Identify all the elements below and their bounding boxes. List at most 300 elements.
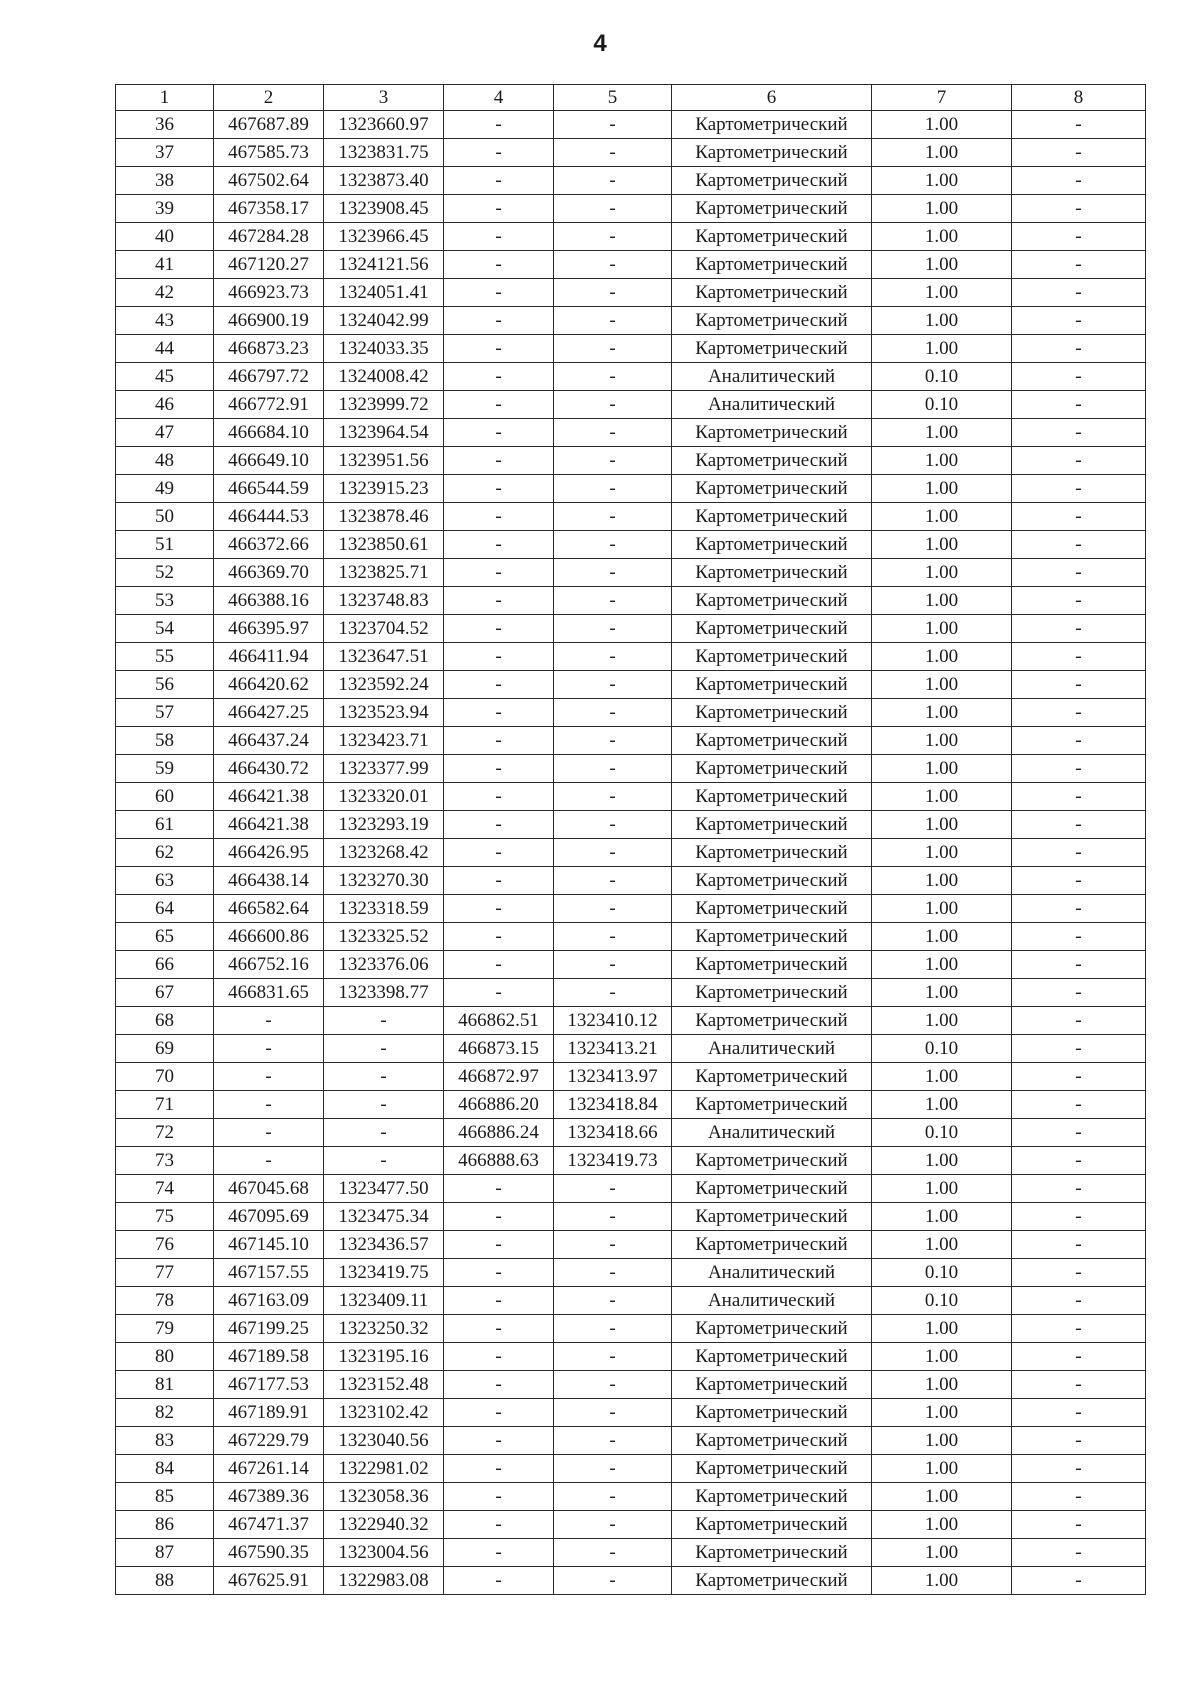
table-cell: 1323195.16 <box>324 1343 444 1371</box>
table-cell: - <box>444 1455 554 1483</box>
table-cell: 82 <box>116 1399 214 1427</box>
table-cell: - <box>554 223 672 251</box>
table-cell: - <box>554 1371 672 1399</box>
table-cell: Аналитический <box>672 1287 872 1315</box>
table-cell: 43 <box>116 307 214 335</box>
table-cell: 65 <box>116 923 214 951</box>
table-cell: 1323908.45 <box>324 195 444 223</box>
table-cell: - <box>1012 839 1146 867</box>
table-cell: - <box>554 643 672 671</box>
table-cell: - <box>554 895 672 923</box>
table-cell: 1323825.71 <box>324 559 444 587</box>
table-cell: - <box>444 671 554 699</box>
table-cell: 72 <box>116 1119 214 1147</box>
table-cell: 1323423.71 <box>324 727 444 755</box>
table-cell: 1.00 <box>872 1063 1012 1091</box>
table-cell: Картометрический <box>672 923 872 951</box>
table-cell: - <box>554 1427 672 1455</box>
table-cell: 1.00 <box>872 1175 1012 1203</box>
table-cell: 1.00 <box>872 559 1012 587</box>
table-cell: 466395.97 <box>214 615 324 643</box>
table-row <box>116 335 1146 363</box>
table-cell: 1323647.51 <box>324 643 444 671</box>
table-cell: - <box>554 335 672 363</box>
table-cell: 1.00 <box>872 1427 1012 1455</box>
table-row <box>116 727 1146 755</box>
table-cell: - <box>1012 951 1146 979</box>
table-cell: - <box>554 419 672 447</box>
table-row <box>116 1511 1146 1539</box>
table-cell: 54 <box>116 615 214 643</box>
table-cell: - <box>1012 1287 1146 1315</box>
table-cell: - <box>554 1287 672 1315</box>
table-cell: 1.00 <box>872 727 1012 755</box>
table-cell: 467145.10 <box>214 1231 324 1259</box>
table-row <box>116 1315 1146 1343</box>
table-cell: - <box>1012 615 1146 643</box>
table-cell: 466372.66 <box>214 531 324 559</box>
table-cell: 1323966.45 <box>324 223 444 251</box>
table-cell: 1.00 <box>872 531 1012 559</box>
table-cell: - <box>214 1119 324 1147</box>
table-cell: 1.00 <box>872 979 1012 1007</box>
table-cell: - <box>444 1427 554 1455</box>
table-cell: - <box>214 1035 324 1063</box>
table-cell: 1323413.97 <box>554 1063 672 1091</box>
table-cell: - <box>444 1287 554 1315</box>
table-cell: 467163.09 <box>214 1287 324 1315</box>
table-cell: 1.00 <box>872 1539 1012 1567</box>
table-cell: 467095.69 <box>214 1203 324 1231</box>
table-cell: - <box>554 811 672 839</box>
table-cell: - <box>444 195 554 223</box>
table-cell: - <box>444 811 554 839</box>
table-cell: - <box>1012 475 1146 503</box>
table-cell: - <box>554 531 672 559</box>
table-row <box>116 1371 1146 1399</box>
table-row <box>116 195 1146 223</box>
table-cell: 49 <box>116 475 214 503</box>
table-cell: 1.00 <box>872 755 1012 783</box>
column-header: 1 <box>116 85 214 111</box>
table-cell: - <box>444 1399 554 1427</box>
table-cell: - <box>554 923 672 951</box>
table-cell: 46 <box>116 391 214 419</box>
table-cell: Картометрический <box>672 111 872 139</box>
table-cell: Картометрический <box>672 1371 872 1399</box>
table-cell: 467157.55 <box>214 1259 324 1287</box>
table-cell: - <box>554 1175 672 1203</box>
table-cell: Картометрический <box>672 979 872 1007</box>
table-cell: - <box>1012 195 1146 223</box>
table-cell: 51 <box>116 531 214 559</box>
table-cell: 1.00 <box>872 1091 1012 1119</box>
table-cell: 1.00 <box>872 1147 1012 1175</box>
table-row <box>116 1035 1146 1063</box>
table-cell: 1323377.99 <box>324 755 444 783</box>
table-cell: 59 <box>116 755 214 783</box>
table-cell: 466369.70 <box>214 559 324 587</box>
table-cell: 57 <box>116 699 214 727</box>
table-cell: 1.00 <box>872 587 1012 615</box>
table-cell: Аналитический <box>672 391 872 419</box>
table-cell: - <box>554 195 672 223</box>
table-cell: 81 <box>116 1371 214 1399</box>
table-cell: 1.00 <box>872 503 1012 531</box>
table-cell: - <box>1012 923 1146 951</box>
table-cell: - <box>554 139 672 167</box>
column-header: 4 <box>444 85 554 111</box>
table-cell: 70 <box>116 1063 214 1091</box>
table-cell: 39 <box>116 195 214 223</box>
table-cell: - <box>554 1203 672 1231</box>
table-cell: Картометрический <box>672 1231 872 1259</box>
table-cell: - <box>1012 1371 1146 1399</box>
table-cell: 467389.36 <box>214 1483 324 1511</box>
table-cell: 75 <box>116 1203 214 1231</box>
table-cell: - <box>1012 699 1146 727</box>
table-cell: 1323040.56 <box>324 1427 444 1455</box>
table-cell: - <box>444 615 554 643</box>
table-cell: 1322981.02 <box>324 1455 444 1483</box>
table-cell: Картометрический <box>672 1399 872 1427</box>
table-cell: 1323419.73 <box>554 1147 672 1175</box>
table-row <box>116 531 1146 559</box>
table-cell: 467284.28 <box>214 223 324 251</box>
table-cell: Аналитический <box>672 1119 872 1147</box>
table-cell: - <box>444 1539 554 1567</box>
table-row <box>116 1147 1146 1175</box>
table-row <box>116 811 1146 839</box>
table-row <box>116 1063 1146 1091</box>
table-row <box>116 699 1146 727</box>
table-cell: - <box>214 1091 324 1119</box>
table-cell: Картометрический <box>672 1427 872 1455</box>
table-cell: - <box>444 1343 554 1371</box>
table-cell: - <box>1012 1203 1146 1231</box>
table-cell: - <box>444 503 554 531</box>
table-cell: 1.00 <box>872 1203 1012 1231</box>
table-cell: - <box>444 1511 554 1539</box>
table-cell: 467590.35 <box>214 1539 324 1567</box>
table-cell: - <box>554 1455 672 1483</box>
table-cell: 1.00 <box>872 699 1012 727</box>
table-cell: 1.00 <box>872 811 1012 839</box>
table-cell: 53 <box>116 587 214 615</box>
table-cell: 1323293.19 <box>324 811 444 839</box>
table-cell: 1.00 <box>872 251 1012 279</box>
table-cell: 62 <box>116 839 214 867</box>
table-cell: Картометрический <box>672 167 872 195</box>
table-cell: 1323325.52 <box>324 923 444 951</box>
table-cell: 1323268.42 <box>324 839 444 867</box>
table-cell: - <box>324 1007 444 1035</box>
table-cell: 1323475.34 <box>324 1203 444 1231</box>
table-cell: - <box>214 1147 324 1175</box>
table-cell: - <box>554 559 672 587</box>
table-cell: - <box>1012 335 1146 363</box>
table-cell: 41 <box>116 251 214 279</box>
table-cell: 38 <box>116 167 214 195</box>
table-cell: 1.00 <box>872 671 1012 699</box>
table-cell: - <box>1012 139 1146 167</box>
table-cell: - <box>444 307 554 335</box>
table-cell: Картометрический <box>672 755 872 783</box>
table-cell: - <box>324 1119 444 1147</box>
table-cell: - <box>554 1259 672 1287</box>
table-cell: - <box>554 1567 672 1595</box>
table-cell: 466886.20 <box>444 1091 554 1119</box>
table-cell: - <box>444 727 554 755</box>
table-cell: - <box>1012 559 1146 587</box>
table-cell: - <box>554 951 672 979</box>
table-cell: - <box>554 1511 672 1539</box>
table-cell: 1.00 <box>872 1567 1012 1595</box>
table-cell: - <box>444 391 554 419</box>
table-cell: - <box>1012 727 1146 755</box>
table-cell: 1.00 <box>872 923 1012 951</box>
table-cell: - <box>554 671 672 699</box>
table-cell: 1.00 <box>872 307 1012 335</box>
table-cell: - <box>554 867 672 895</box>
table-cell: Картометрический <box>672 587 872 615</box>
table-cell: 45 <box>116 363 214 391</box>
table-cell: - <box>444 895 554 923</box>
table-cell: Картометрический <box>672 251 872 279</box>
table-cell: 1323318.59 <box>324 895 444 923</box>
table-cell: 80 <box>116 1343 214 1371</box>
table-cell: 1323436.57 <box>324 1231 444 1259</box>
table-cell: 88 <box>116 1567 214 1595</box>
table-cell: - <box>554 1483 672 1511</box>
table-cell: 64 <box>116 895 214 923</box>
table-cell: - <box>1012 447 1146 475</box>
table-cell: 1323376.06 <box>324 951 444 979</box>
table-cell: 87 <box>116 1539 214 1567</box>
table-cell: 467189.91 <box>214 1399 324 1427</box>
table-cell: 1.00 <box>872 615 1012 643</box>
table-cell: - <box>1012 671 1146 699</box>
table-cell: - <box>444 839 554 867</box>
table-cell: - <box>324 1147 444 1175</box>
table-cell: 1.00 <box>872 279 1012 307</box>
table-cell: - <box>1012 783 1146 811</box>
table-cell: - <box>554 699 672 727</box>
table-cell: - <box>1012 419 1146 447</box>
table-cell: 1323398.77 <box>324 979 444 1007</box>
table-cell: - <box>444 167 554 195</box>
table-cell: 467229.79 <box>214 1427 324 1455</box>
table-cell: 44 <box>116 335 214 363</box>
table-cell: - <box>1012 643 1146 671</box>
table-cell: 52 <box>116 559 214 587</box>
table-row <box>116 223 1146 251</box>
table-cell: - <box>1012 1063 1146 1091</box>
table-cell: - <box>444 251 554 279</box>
table-cell: - <box>1012 1399 1146 1427</box>
table-cell: Картометрический <box>672 419 872 447</box>
table-cell: 466752.16 <box>214 951 324 979</box>
table-cell: 1323873.40 <box>324 167 444 195</box>
table-cell: 1.00 <box>872 1231 1012 1259</box>
table-cell: 84 <box>116 1455 214 1483</box>
table-cell: Картометрический <box>672 699 872 727</box>
table-cell: - <box>444 279 554 307</box>
table-cell: 467045.68 <box>214 1175 324 1203</box>
table-cell: 1.00 <box>872 167 1012 195</box>
table-row <box>116 251 1146 279</box>
table-cell: Картометрический <box>672 1175 872 1203</box>
table-cell: - <box>554 447 672 475</box>
table-cell: 467199.25 <box>214 1315 324 1343</box>
table-cell: - <box>1012 755 1146 783</box>
table-cell: 1.00 <box>872 1343 1012 1371</box>
table-cell: - <box>1012 1175 1146 1203</box>
table-cell: 1.00 <box>872 1511 1012 1539</box>
table-cell: 466831.65 <box>214 979 324 1007</box>
table-cell: 1323058.36 <box>324 1483 444 1511</box>
table-cell: - <box>1012 1119 1146 1147</box>
table-cell: 37 <box>116 139 214 167</box>
table-row <box>116 587 1146 615</box>
table-cell: 56 <box>116 671 214 699</box>
table-cell: - <box>444 587 554 615</box>
table-cell: 1.00 <box>872 447 1012 475</box>
table-row <box>116 839 1146 867</box>
table-cell: - <box>1012 895 1146 923</box>
table-cell: 1322940.32 <box>324 1511 444 1539</box>
table-cell: 42 <box>116 279 214 307</box>
table-cell: 1324051.41 <box>324 279 444 307</box>
table-cell: 67 <box>116 979 214 1007</box>
table-cell: 1.00 <box>872 195 1012 223</box>
table-cell: Картометрический <box>672 335 872 363</box>
table-cell: Картометрический <box>672 1483 872 1511</box>
table-cell: 58 <box>116 727 214 755</box>
table-row <box>116 1287 1146 1315</box>
table-cell: Картометрический <box>672 1091 872 1119</box>
table-cell: - <box>554 1315 672 1343</box>
table-cell: Аналитический <box>672 363 872 391</box>
table-cell: - <box>444 111 554 139</box>
table-cell: 0.10 <box>872 1035 1012 1063</box>
table-row <box>116 559 1146 587</box>
table-cell: 0.10 <box>872 1119 1012 1147</box>
table-cell: 1323410.12 <box>554 1007 672 1035</box>
table-cell: - <box>444 1483 554 1511</box>
table-cell: - <box>444 1203 554 1231</box>
table-cell: 1.00 <box>872 1007 1012 1035</box>
column-header: 6 <box>672 85 872 111</box>
table-cell: - <box>444 1315 554 1343</box>
table-cell: 466421.38 <box>214 783 324 811</box>
table-cell: - <box>324 1035 444 1063</box>
table-cell: Картометрический <box>672 727 872 755</box>
table-cell: 1323419.75 <box>324 1259 444 1287</box>
table-cell: - <box>1012 1567 1146 1595</box>
table-cell: - <box>444 979 554 1007</box>
table-cell: 47 <box>116 419 214 447</box>
table-cell: - <box>444 531 554 559</box>
table-cell: 63 <box>116 867 214 895</box>
table-row <box>116 671 1146 699</box>
table-cell: - <box>554 727 672 755</box>
table-cell: 466388.16 <box>214 587 324 615</box>
table-cell: 1323152.48 <box>324 1371 444 1399</box>
table-cell: - <box>444 1567 554 1595</box>
table-cell: Картометрический <box>672 1147 872 1175</box>
table-cell: - <box>1012 1035 1146 1063</box>
table-cell: - <box>1012 979 1146 1007</box>
table-cell: 1323418.66 <box>554 1119 672 1147</box>
table-cell: 1323878.46 <box>324 503 444 531</box>
table-cell: 76 <box>116 1231 214 1259</box>
table-cell: - <box>444 223 554 251</box>
table-cell: 0.10 <box>872 1259 1012 1287</box>
table-cell: - <box>554 783 672 811</box>
table-cell: 1.00 <box>872 1371 1012 1399</box>
table-cell: 85 <box>116 1483 214 1511</box>
table-cell: 1.00 <box>872 867 1012 895</box>
table-cell: 1323418.84 <box>554 1091 672 1119</box>
table-cell: - <box>1012 1231 1146 1259</box>
table-cell: 466420.62 <box>214 671 324 699</box>
table-cell: - <box>1012 111 1146 139</box>
table-cell: - <box>324 1091 444 1119</box>
table-cell: 1.00 <box>872 475 1012 503</box>
table-cell: 1322983.08 <box>324 1567 444 1595</box>
table-cell: - <box>444 447 554 475</box>
table-cell: 71 <box>116 1091 214 1119</box>
table-row <box>116 1483 1146 1511</box>
table-row <box>116 1119 1146 1147</box>
table-cell: - <box>1012 811 1146 839</box>
table-cell: - <box>554 475 672 503</box>
table-cell: 466430.72 <box>214 755 324 783</box>
column-header: 7 <box>872 85 1012 111</box>
table-cell: Аналитический <box>672 1035 872 1063</box>
table-cell: - <box>1012 1091 1146 1119</box>
table-row <box>116 1399 1146 1427</box>
table-cell: 467471.37 <box>214 1511 324 1539</box>
table-cell: 466427.25 <box>214 699 324 727</box>
table-row <box>116 1091 1146 1119</box>
table-cell: 466797.72 <box>214 363 324 391</box>
table-cell: 1324042.99 <box>324 307 444 335</box>
table-cell: 1.00 <box>872 951 1012 979</box>
table-cell: - <box>444 1259 554 1287</box>
table-cell: 467261.14 <box>214 1455 324 1483</box>
table-cell: - <box>444 755 554 783</box>
table-cell: - <box>1012 1539 1146 1567</box>
table-row <box>116 279 1146 307</box>
table-cell: - <box>1012 1511 1146 1539</box>
table-row <box>116 1539 1146 1567</box>
table-cell: - <box>554 391 672 419</box>
table-cell: - <box>444 951 554 979</box>
table-cell: Картометрический <box>672 811 872 839</box>
table-cell: 1323951.56 <box>324 447 444 475</box>
table-cell: Картометрический <box>672 139 872 167</box>
table-cell: - <box>1012 503 1146 531</box>
coordinates-table <box>115 84 1146 1595</box>
table-cell: 466544.59 <box>214 475 324 503</box>
table-cell: 1323999.72 <box>324 391 444 419</box>
table-cell: 1323748.83 <box>324 587 444 615</box>
table-cell: 60 <box>116 783 214 811</box>
table-cell: 1323477.50 <box>324 1175 444 1203</box>
table-cell: 1.00 <box>872 111 1012 139</box>
